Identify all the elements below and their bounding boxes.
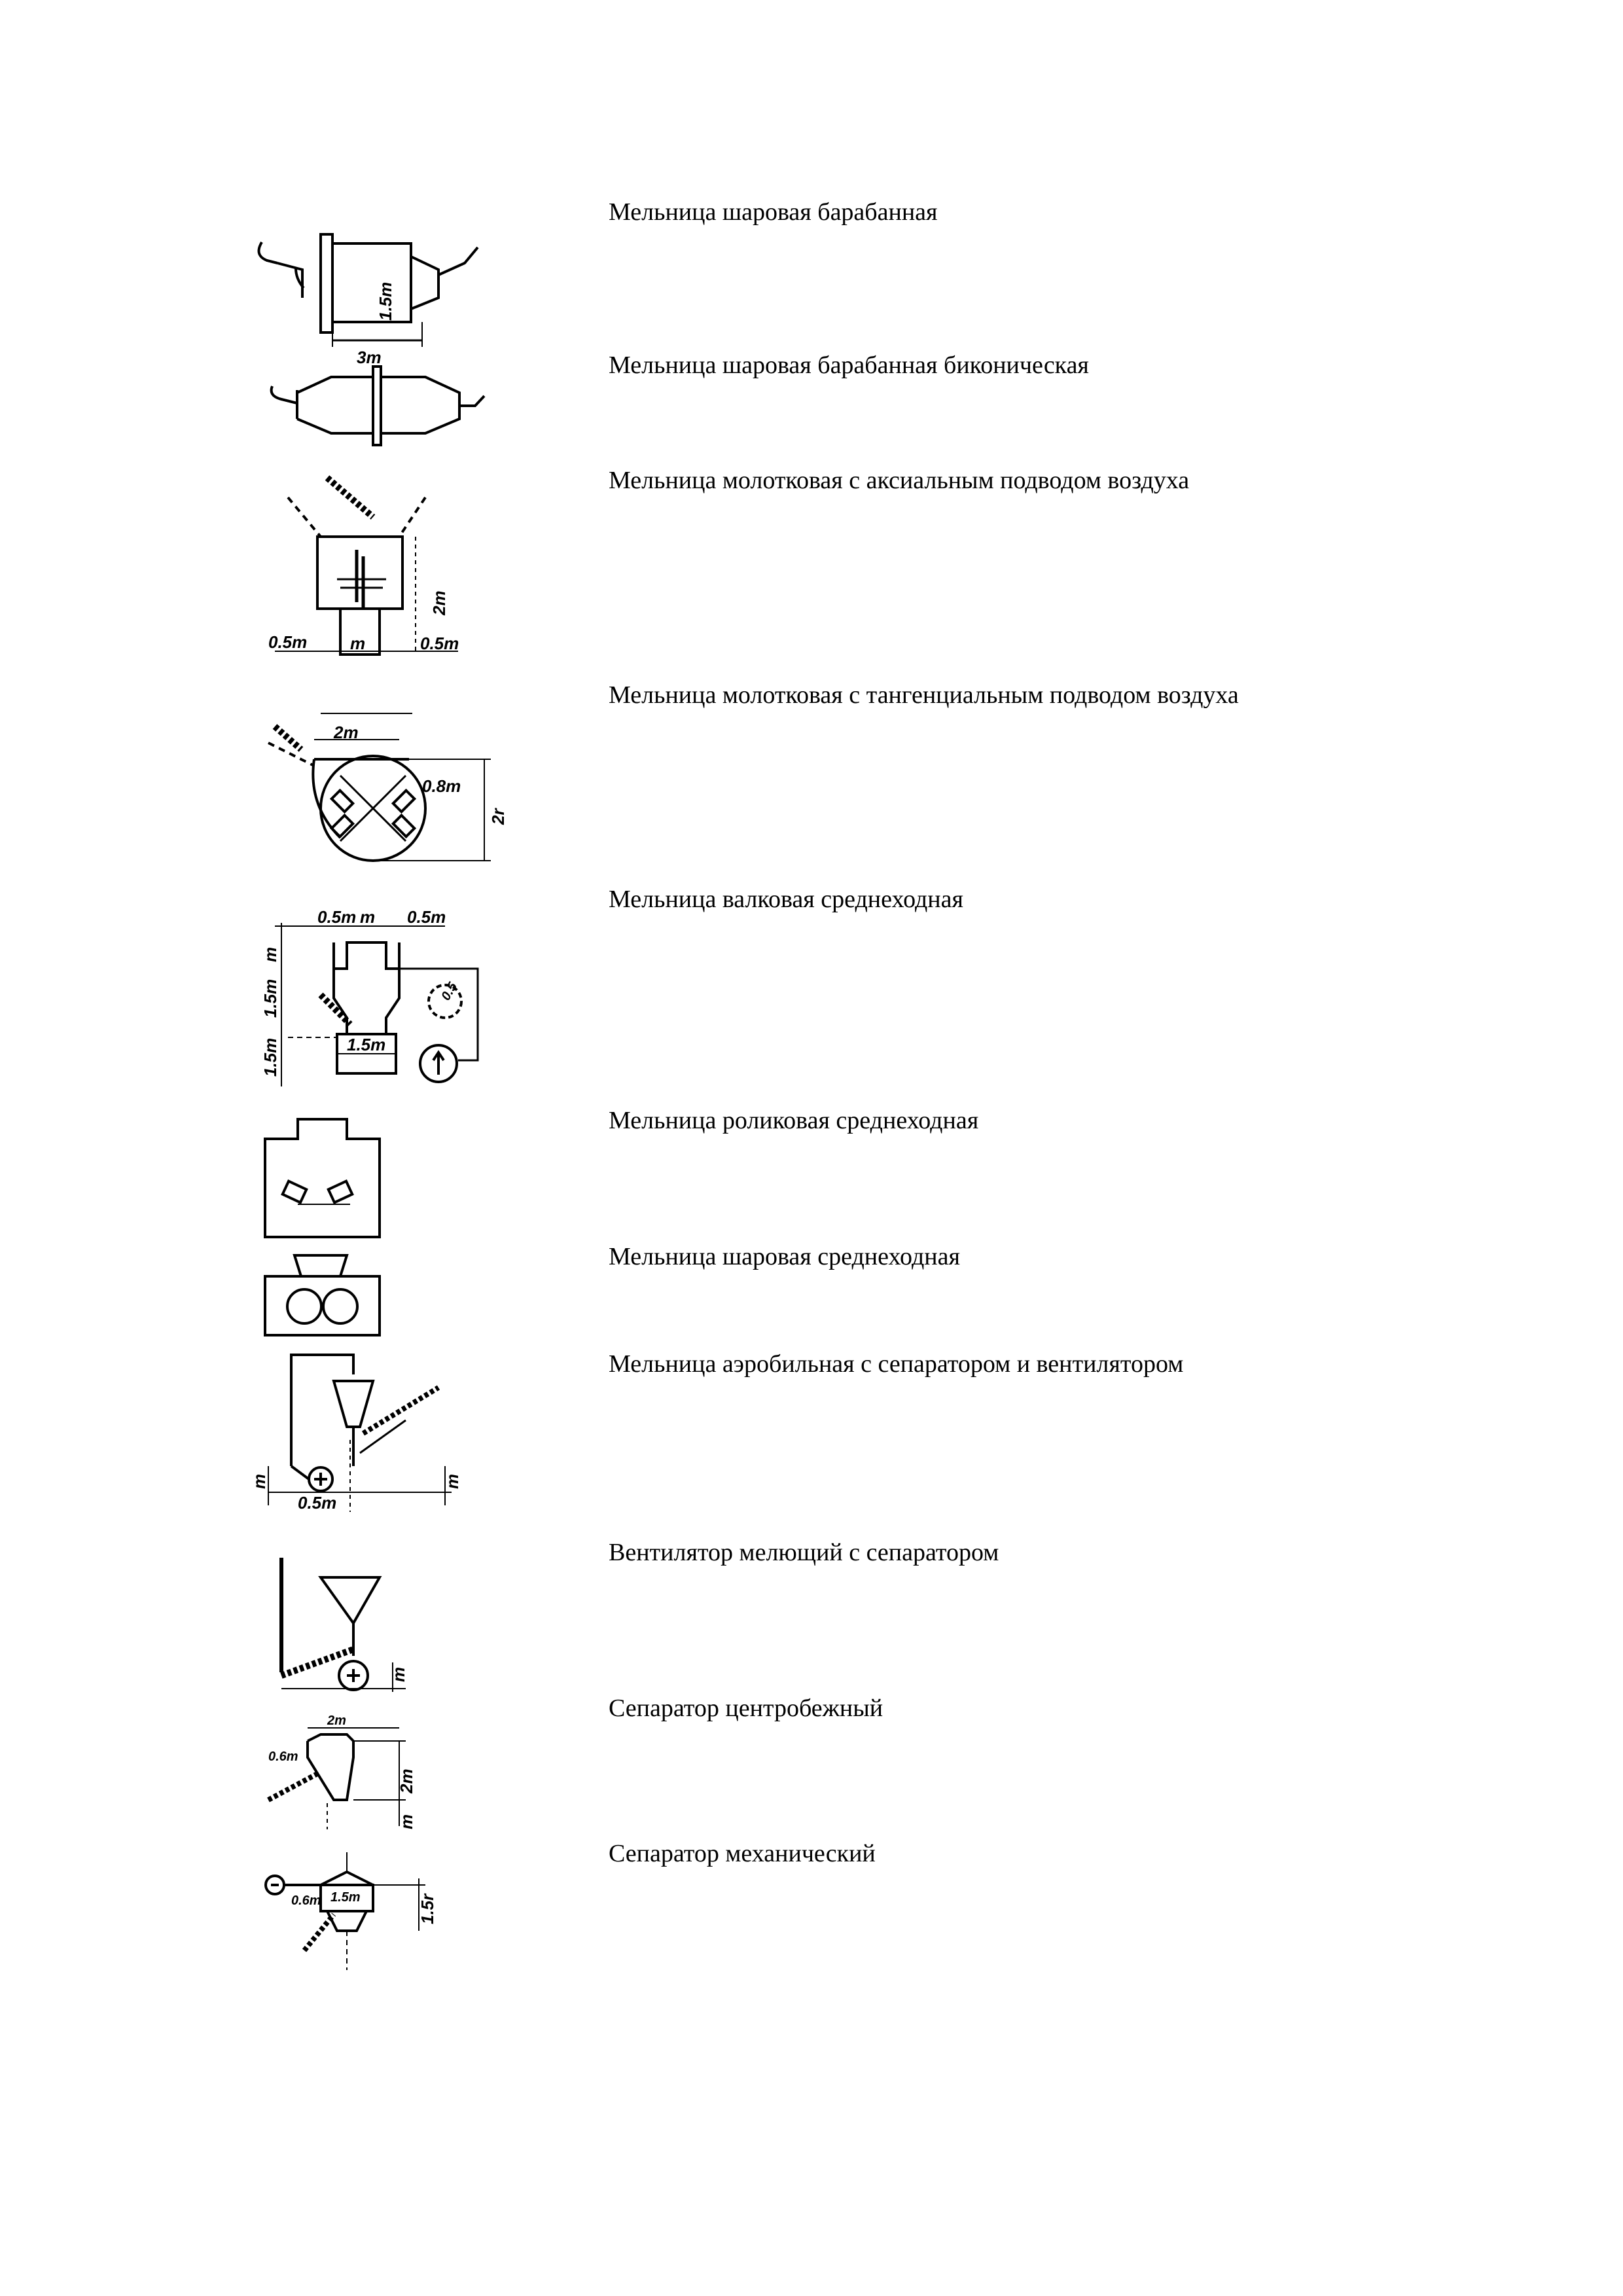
entry-label-mechanical-separator: Сепаратор механический: [609, 1840, 876, 1867]
biconical-ball-drum-mill-symbol: [268, 360, 491, 452]
dim-label-0-5: 0.5: [438, 980, 461, 1003]
entry-label-biconical-ball-drum-mill: Мельница шаровая барабанная биконическая: [609, 351, 1089, 379]
dim-label-0-5m: 0.5m: [298, 1493, 337, 1513]
dim-label-0-5m-top-right: 0.5m: [407, 907, 446, 927]
entry-label-ball-drum-mill: Мельница шаровая барабанная: [609, 198, 938, 226]
entry-label-roll-medium-speed-mill: Мельница роликовая среднеходная: [609, 1107, 979, 1134]
dim-label-0-8m: 0.8m: [422, 776, 461, 796]
roll-medium-speed-mill-symbol: [259, 1113, 389, 1244]
hammer-mill-tangential-symbol: [255, 687, 517, 884]
dim-label-1-5m-side-upper: 1.5m: [260, 978, 280, 1018]
dim-label-2m: 2m: [334, 723, 359, 742]
dim-label-2m-side: 2m: [397, 1768, 416, 1793]
dim-label-2r: 2r: [488, 808, 508, 825]
dim-label-0-5m-top-left: 0.5m: [317, 907, 357, 927]
dim-label-0-6m: 0.6m: [268, 1749, 298, 1764]
dim-label-0-5m-right: 0.5m: [420, 634, 459, 653]
mechanical-separator-symbol: [262, 1839, 458, 1970]
entry-label-centrifugal-separator: Сепаратор центробежный: [609, 1695, 883, 1722]
entry-label-grinding-fan: Вентилятор мелющий с сепаратором: [609, 1539, 999, 1566]
entry-label-roller-medium-speed-mill: Мельница валковая среднеходная: [609, 886, 963, 913]
centrifugal-separator-symbol: [255, 1702, 432, 1833]
dim-label-2m-top: 2m: [327, 1713, 346, 1728]
entry-label-hammer-mill-tangential: Мельница молотковая с тангенциальным подводом воздуха: [609, 681, 1239, 709]
ball-drum-mill-symbol: [249, 223, 497, 367]
dim-label-0-6m: 0.6m: [291, 1893, 321, 1908]
dim-label-m-left: m: [249, 1473, 269, 1489]
entry-label-ball-medium-speed-mill: Мельница шаровая среднеходная: [609, 1243, 960, 1270]
dim-label-0-5m-left: 0.5m: [268, 632, 308, 652]
dim-label-3m: 3m: [357, 348, 382, 367]
hammer-mill-axial-symbol: [249, 471, 471, 668]
dim-label-1-5m: 1.5m: [376, 281, 395, 321]
dim-label-1-5r: 1.5r: [418, 1893, 437, 1924]
entry-label-hammer-mill-axial: Мельница молотковая с аксиальным подводом воздуха: [609, 467, 1190, 494]
dim-label-m-top: m: [360, 907, 376, 927]
dim-label-m-side: m: [260, 946, 280, 962]
dim-label-1-5m-bottom: 1.5m: [347, 1035, 386, 1054]
dim-label-1-5m: 1.5m: [330, 1890, 361, 1905]
aerofall-mill-symbol: [249, 1348, 471, 1545]
dim-label-m: m: [389, 1666, 408, 1682]
dim-label-2m: 2m: [429, 590, 449, 615]
ball-medium-speed-mill-symbol: [259, 1250, 389, 1342]
dim-label-m: m: [350, 634, 366, 653]
dim-label-1-5m-side-lower: 1.5m: [260, 1037, 280, 1077]
dim-label-m-right: m: [442, 1473, 462, 1489]
roller-medium-speed-mill-symbol: [262, 903, 504, 1100]
grinding-fan-symbol: [255, 1551, 465, 1702]
dim-label-m: m: [397, 1814, 416, 1829]
entry-label-aerofall-mill: Мельница аэробильная с сепаратором и вентилятором: [609, 1350, 1184, 1378]
